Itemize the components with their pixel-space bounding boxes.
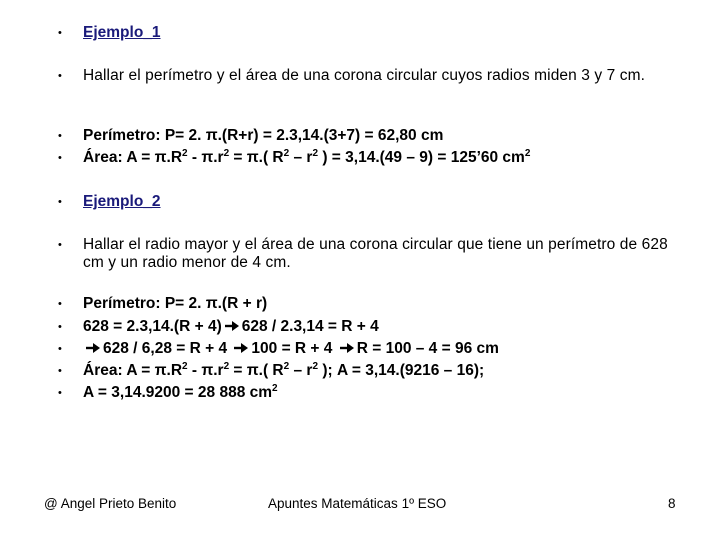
example-1-heading: Ejemplo_1 <box>83 24 161 41</box>
bullet: • <box>58 27 62 39</box>
footer-course: Apuntes Matemáticas 1º ESO <box>268 496 447 511</box>
example-2-area: Área: $A = \pi.R^2 - \pi.r^2 = \pi$.( $R^2 - r^2$ ); A = 3,14.(9216 – 16); <box>83 361 485 379</box>
bullet: • <box>58 343 62 355</box>
bullet: • <box>58 387 62 399</box>
example-1-area: Área: $A = \pi.R^2 - \pi.r^2 = \pi$.( $R^2 - r^2$ ) = 3,14.(49 – 9) = 125’60 $cm^2$ <box>83 148 531 166</box>
right-arrow-icon <box>339 342 355 354</box>
bullet: • <box>58 152 62 164</box>
example-2-step-2: 628 = 2.3,14.(R + 4) 628 / 2.3,14 = R + 4 <box>83 318 379 335</box>
right-arrow-icon <box>233 342 249 354</box>
example-2-step-3: 628 / 6,28 = R + 4 100 = R + 4 R = 100 – 4 = 96 cm <box>83 340 680 358</box>
footer-author: @ Angel Prieto Benito <box>44 496 177 511</box>
bullet: • <box>58 298 62 310</box>
example-1-statement: Hallar el perímetro y el área de una corona circular cuyos radios miden 3 y 7 cm. <box>83 67 646 84</box>
footer-page-number: 8 <box>668 496 676 511</box>
example-2-perimeter: Perímetro: P= 2. π.(R + r) <box>83 295 268 312</box>
bullet: • <box>58 239 62 251</box>
right-arrow-icon <box>85 342 101 354</box>
right-arrow-icon <box>224 320 240 332</box>
example-2-statement: Hallar el radio mayor y el área de una corona circular que tiene un perímetro de 628 cm y un radio menor de 4 cm. <box>83 236 668 271</box>
bullet: • <box>58 321 62 333</box>
bullet: • <box>58 130 62 142</box>
bullet: • <box>58 70 62 82</box>
example-2-heading: Ejemplo_2 <box>83 193 161 210</box>
example-1-perimeter: Perímetro: P= 2. π.(R+r) = 2.3,14.(3+7) = 62,80 cm <box>83 127 444 144</box>
bullet: • <box>58 196 62 208</box>
bullet: • <box>58 365 62 377</box>
example-2-final: A = 3,14.9200 = 28 888 $cm^2$ <box>83 383 278 401</box>
